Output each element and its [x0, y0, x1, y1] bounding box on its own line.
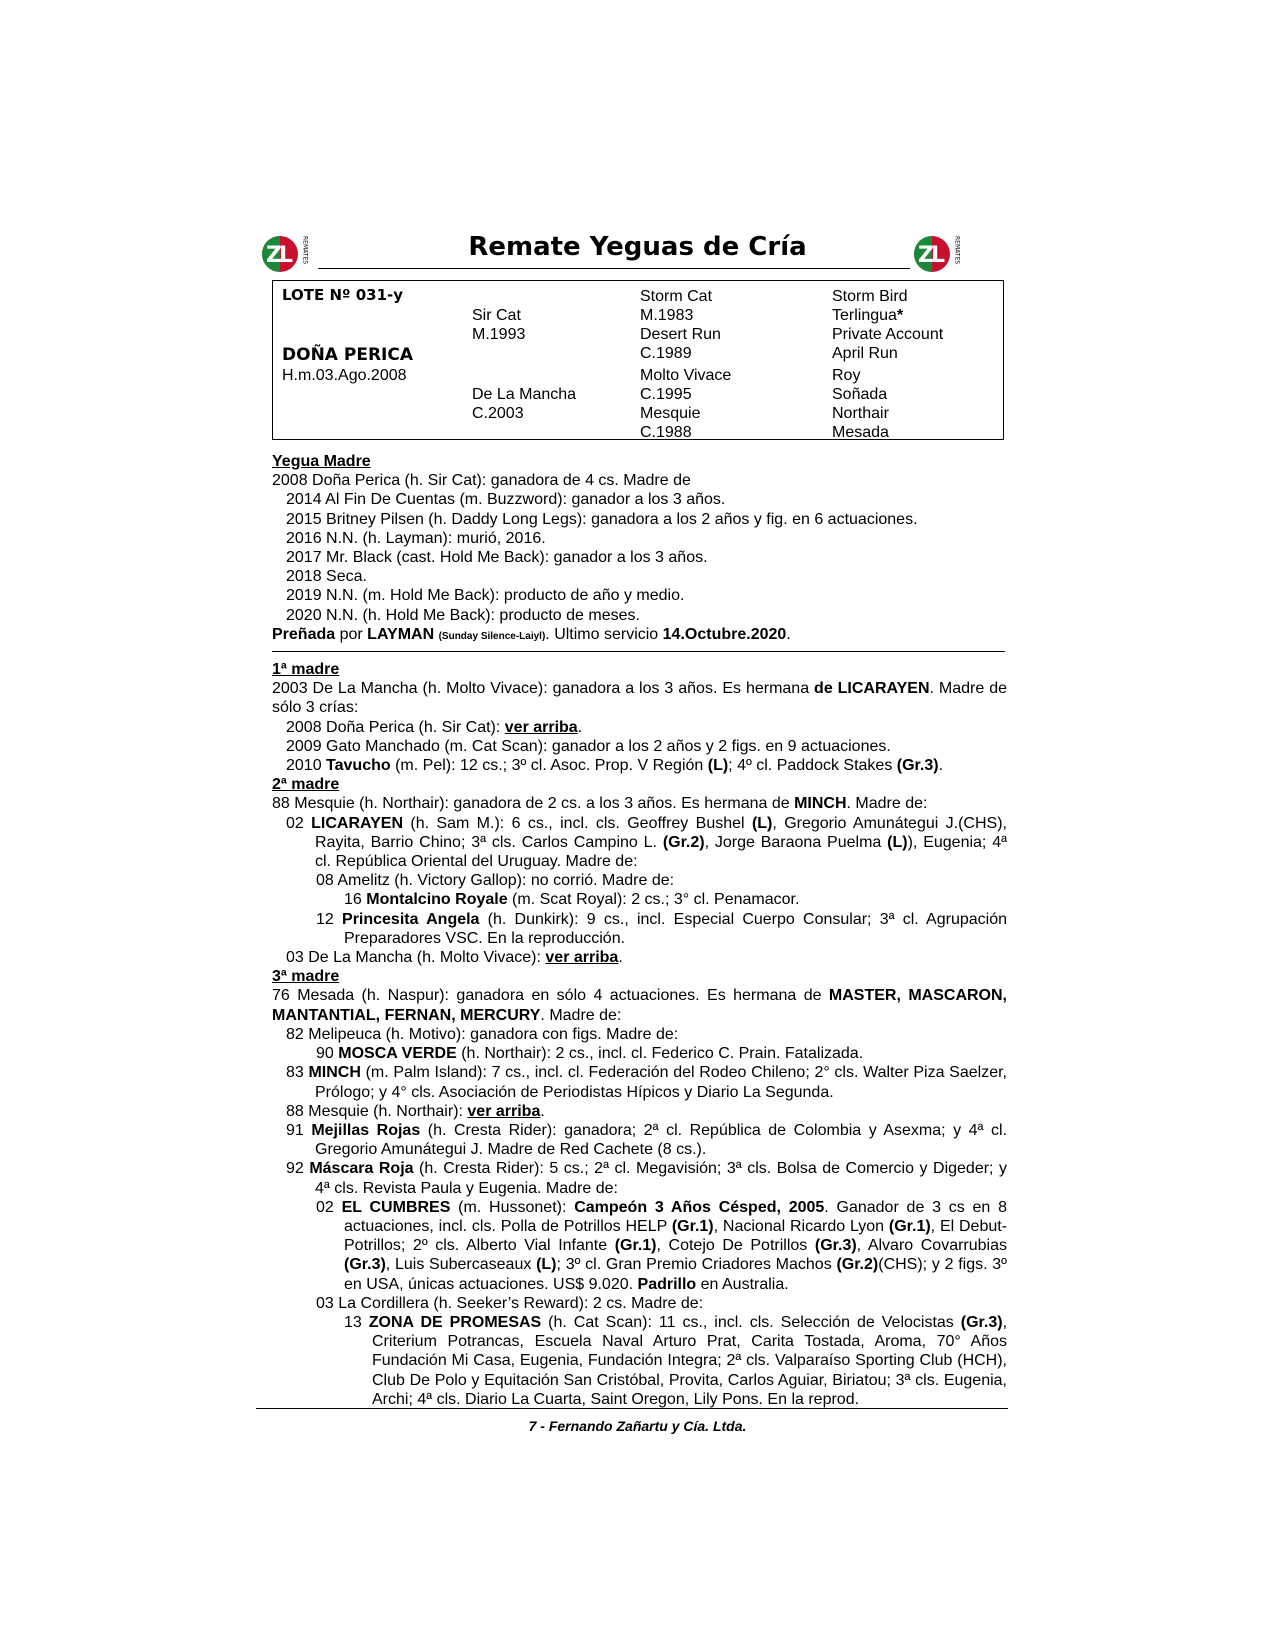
dam-name: De La Mancha [472, 386, 577, 403]
horse-info: H.m.03.Ago.2008 [282, 367, 407, 384]
footer-rule [256, 1408, 1008, 1409]
list-item: 90 MOSCA VERDE (h. Northair): 2 cs., incl. cl. Federico C. Prain. Fatalizada. [316, 1045, 864, 1063]
grandparent: Molto Vivace [640, 367, 732, 384]
great-grandparent: Northair [832, 405, 889, 422]
section-heading-yegua-madre: Yegua Madre [272, 453, 371, 470]
great-grandparent: Private Account [832, 326, 944, 343]
list-item: 02 LICARAYEN (h. Sam M.): 6 cs., incl. cls. Geoffrey Bushel (L), Gregorio Amunátegui J.(CHS), Rayita, Barrio Chino; 3ª cls. Carlos Campino L. (Gr.2), Jorge Baraona Puelma (L)), Eugenia; 4ª cl. República Oriental del Uruguay. Madre de: [286, 814, 1008, 871]
page-title: Remate Yeguas de Cría [468, 232, 807, 262]
horse-name: DOÑA PERICA [282, 345, 413, 365]
list-item: 2008 Doña Perica (h. Sir Cat): ver arriba. [286, 718, 583, 736]
header-rule [318, 268, 910, 269]
grandparent: Desert Run [640, 326, 721, 343]
yegua-madre-intro: 2008 Doña Perica (h. Sir Cat): ganadora de 4 cs. Madre de [272, 472, 691, 490]
great-grandparent: Soñada [832, 386, 888, 403]
section-heading-primera-madre: 1ª madre [272, 661, 340, 679]
list-item: 16 Montalcino Royale (m. Scat Royal): 2 cs.; 3° cl. Penamacor. [344, 891, 800, 909]
list-item: 91 Mejillas Rojas (h. Cresta Rider): ganadora; 2ª cl. República de Colombia y Asexma; y 4ª cl. Gregorio Amunátegui J. Madre de Red Cachete (8 cs.). [286, 1121, 1007, 1159]
list-item: 2010 Tavucho (m. Pel): 12 cs.; 3º cl. Asoc. Prop. V Región (L); 4º cl. Paddock Stakes (Gr.3). [286, 757, 944, 775]
sire-info: M.1993 [472, 326, 526, 343]
great-grandparent: Roy [832, 367, 861, 384]
lot-number: LOTE Nº 031-y [282, 286, 404, 304]
list-item: 2014 Al Fin De Cuentas (m. Buzzword): ganador a los 3 años. [286, 491, 726, 509]
list-item: 2017 Mr. Black (cast. Hold Me Back): ganador a los 3 años. [286, 549, 708, 567]
tercera-madre-intro: 76 Mesada (h. Naspur): ganadora en sólo 4 actuaciones. Es hermana de MASTER, MASCARON, MANTANTIAL, FERNAN, MERCURY. Madre de: [272, 987, 1008, 1024]
svg-text:Z: Z [266, 243, 282, 268]
list-item: 08 Amelitz (h. Victory Gallop): no corrió. Madre de: [316, 872, 675, 890]
list-item: 13 ZONA DE PROMESAS (h. Cat Scan): 11 cs., incl. cls. Selección de Velocistas (Gr.3), Criterium Potrancas, Escuela Naval Arturo Prat, Carita Tostada, Aroma, 70° Años Fundación Mi Casa, Eugenia, Fundación Integra; 2ª cls. Valparaíso Sporting Club (HCH), Club De Polo y Equitación San Cristóbal, Provita, Carlos Aguiar, Biriatou; 3ª cls. Eugenia, Archi; 4ª cls. Diario La Cuarta, Saint Oregon, Lily Pons. En la reprod. [344, 1313, 1008, 1408]
grandparent-info: C.1995 [640, 386, 692, 403]
list-item: 03 La Cordillera (h. Seeker’s Reward): 2 cs. Madre de: [316, 1294, 704, 1312]
list-item: 2015 Britney Pilsen (h. Daddy Long Legs): ganadora a los 2 años y fig. en 6 actuaciones. [286, 510, 918, 528]
list-item: 2016 N.N. (h. Layman): murió, 2016. [286, 529, 546, 547]
svg-text:Z: Z [918, 243, 934, 268]
grandparent-info: C.1988 [640, 424, 692, 441]
list-item: 2009 Gato Manchado (m. Cat Scan): ganador a los 2 años y 2 figs. en 9 actuaciones. [286, 737, 891, 755]
list-item: 92 Máscara Roja (h. Cresta Rider): 5 cs.; 2ª cl. Megavisión; 3ª cls. Bolsa de Comercio y Digeder; y 4ª cls. Revista Paula y Eugenia. Madre de: [286, 1160, 1007, 1197]
svg-text:L: L [931, 243, 946, 268]
catalog-body [272, 452, 1007, 1409]
list-item: 02 EL CUMBRES (m. Hussonet): Campeón 3 Años Césped, 2005. Ganador de 3 cs en 8 actuaciones, incl. cls. Polla de Potrillos HELP (Gr.1), Nacional Ricardo Lyon (Gr.1), El Debut-Potrillos; 2º cls. Alberto Vial Infante (Gr.1), Cotejo De Potrillos (Gr.3), Alvaro Covarrubias (Gr.3), Luis Subercaseaux (L); 3º cl. Gran Premio Criadores Machos (Gr.2)(CHS); y 2 figs. 3º en USA, únicas actuaciones. US$ 9.020. Padrillo en Australia. [316, 1198, 1008, 1293]
svg-text:REMATES: REMATES [953, 236, 961, 265]
grandparent-info: M.1983 [640, 307, 694, 324]
sire-name: Sir Cat [472, 307, 521, 324]
svg-text:REMATES: REMATES [301, 236, 309, 265]
list-item: 12 Princesita Angela (h. Dunkirk): 9 cs., incl. Especial Cuerpo Consular; 3ª cl. Agrupación Preparadores VSC. En la reproducción. [316, 910, 1007, 947]
great-grandparent: Terlingua* [832, 307, 904, 324]
list-item: 83 MINCH (m. Palm Island): 7 cs., incl. cl. Federación del Rodeo Chileno; 2° cls. Walter Piza Saelzer, Prólogo; y 4° cls. Asociación de Periodistas Hípicos y Diario La Segunda. [286, 1064, 1007, 1101]
list-item: 03 De La Mancha (h. Molto Vivace): ver arriba. [286, 949, 623, 967]
list-item: 2020 N.N. (h. Hold Me Back): producto de meses. [286, 606, 640, 624]
section-divider [272, 651, 1005, 652]
great-grandparent: Storm Bird [832, 288, 908, 305]
list-item: 88 Mesquie (h. Northair): ver arriba. [286, 1102, 545, 1120]
list-item: 2019 N.N. (m. Hold Me Back): producto de año y medio. [286, 587, 685, 605]
grandparent: Storm Cat [640, 288, 713, 305]
great-grandparent: April Run [832, 345, 898, 362]
list-item: 2018 Seca. [286, 568, 367, 586]
section-heading-segunda-madre: 2ª madre [272, 776, 340, 794]
pregnancy-line: Preñada por LAYMAN (Sunday Silence-Laiyl). Ultimo servicio 14.Octubre.2020. [272, 625, 791, 643]
segunda-madre-intro: 88 Mesquie (h. Northair): ganadora de 2 cs. a los 3 años. Es hermana de MINCH. Madre de: [272, 795, 928, 813]
page-footer: 7 - Fernando Zañartu y Cía. Ltda. [528, 1418, 747, 1434]
svg-text:L: L [279, 243, 294, 268]
great-grandparent: Mesada [832, 424, 889, 441]
grandparent-info: C.1989 [640, 345, 692, 362]
dam-info: C.2003 [472, 405, 524, 422]
list-item: 82 Melipeuca (h. Motivo): ganadora con figs. Madre de: [286, 1025, 679, 1043]
zl-remates-logo-left [260, 228, 312, 276]
grandparent: Mesquie [640, 405, 701, 422]
section-heading-tercera-madre: 3ª madre [272, 968, 340, 986]
primera-madre-intro: 2003 De La Mancha (h. Molto Vivace): ganadora a los 3 años. Es hermana de LICARAYEN. Madre de sólo 3 crías: [272, 680, 1008, 717]
